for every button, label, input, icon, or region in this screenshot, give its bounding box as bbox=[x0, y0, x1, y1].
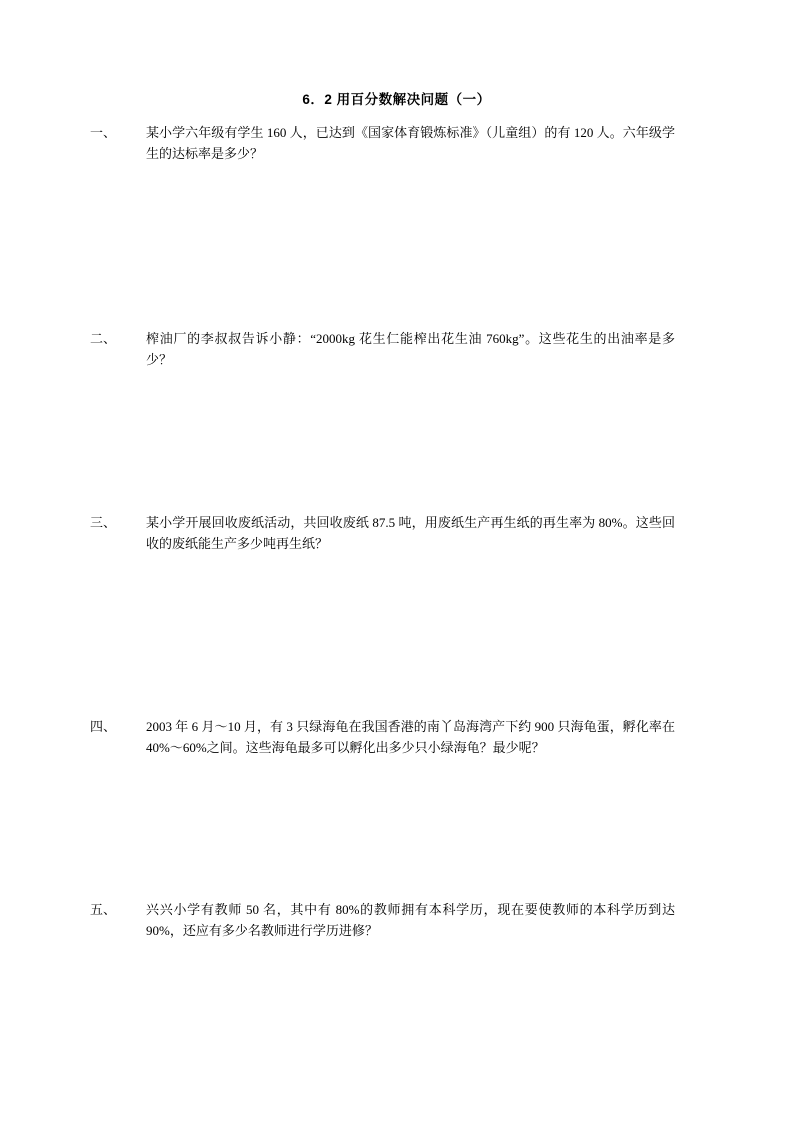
page-title: 6．2 用百分数解决问题（一） bbox=[302, 92, 491, 107]
problem-text: 兴兴小学有教师 50 名，其中有 80%的教师拥有本科学历，现在要使教师的本科学历到达 90%，还应有多少名教师进行学历进修？ bbox=[146, 901, 675, 938]
problem-item bbox=[90, 122, 675, 165]
problem-marker: 四、 bbox=[90, 718, 117, 734]
problem-item bbox=[90, 512, 675, 555]
problem-marker: 二、 bbox=[90, 330, 117, 346]
problem-item bbox=[90, 328, 675, 371]
problem-text: 2003 年 6 月～10 月，有 3 只绿海龟在我国香港的南丫岛海湾产下约 900 只海龟蛋，孵化率在 40%～60%之间。这些海龟最多可以孵化出多少只小绿海龟？最少呢？ bbox=[146, 718, 675, 756]
problem-item bbox=[90, 716, 675, 759]
problem-item bbox=[90, 899, 675, 942]
problem-text: 某小学六年级有学生 160 人，已达到《国家体育锻炼标准》（儿童组）的有 120 人。六年级学生的达标率是多少？ bbox=[146, 125, 675, 162]
problem-marker: 三、 bbox=[90, 514, 117, 530]
problem-text: 某小学开展回收废纸活动，共回收废纸 87.5 吨，用废纸生产再生纸的再生率为 80%。这些回收的废纸能生产多少吨再生纸？ bbox=[146, 514, 675, 552]
problem-marker: 一、 bbox=[90, 125, 117, 140]
problem-marker: 五、 bbox=[90, 901, 117, 917]
problem-text: 榨油厂的李叔叔告诉小静：“2000kg 花生仁能榨出花生油 760kg”。这些花生的出油率是多少？ bbox=[146, 330, 675, 368]
